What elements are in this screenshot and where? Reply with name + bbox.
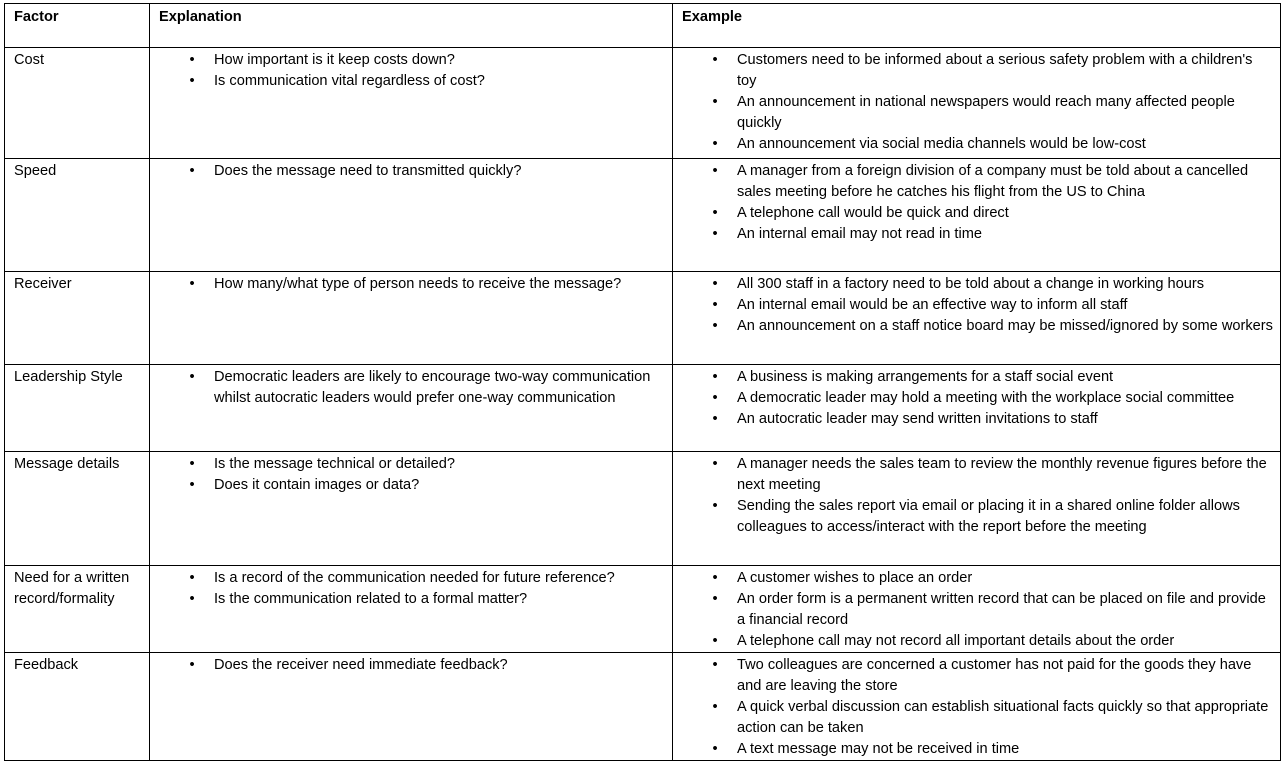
list-item [682,367,1274,388]
factor-cell: Leadership Style [5,365,150,452]
list-item [159,274,666,295]
explanation-cell [150,48,673,159]
bullet-icon: • [189,456,195,472]
example-text: An order form is a permanent written record that can be placed on file and provide a financial record [737,591,1266,628]
list-item [159,50,666,71]
example-text: All 300 staff in a factory need to be told about a change in working hours [737,276,1205,292]
list-item [159,161,666,182]
example-cell [673,365,1281,452]
factor-cell: Speed [5,159,150,272]
list-item [682,454,1274,496]
table-row [5,159,1281,272]
list-item [682,589,1274,631]
explanation-cell [150,159,673,272]
list-item [159,367,666,409]
bullet-icon: • [712,205,718,221]
explanation-cell [150,452,673,566]
list-item [682,224,1274,245]
explanation-text: Democratic leaders are likely to encourage two-way communication whilst autocratic leaders would prefer one-way communication [214,369,651,406]
explanation-text: Is communication vital regardless of cost? [214,73,485,89]
list-item [682,568,1274,589]
example-text: A text message may not be received in time [737,741,1020,757]
factor-cell: Cost [5,48,150,159]
explanation-text: Is a record of the communication needed for future reference? [214,570,615,586]
bullet-icon: • [712,369,718,385]
explanation-text: How many/what type of person needs to receive the message? [214,276,622,292]
header-factor: Factor [5,4,150,48]
factors-table [4,3,1281,761]
example-text: A customer wishes to place an order [737,570,973,586]
list-item [159,589,666,610]
example-text: A quick verbal discussion can establish situational facts quickly so that appropriate action can be taken [737,699,1269,736]
example-text: An announcement on a staff notice board may be missed/ignored by some workers [737,318,1273,334]
explanation-text: How important is it keep costs down? [214,52,455,68]
table-row [5,272,1281,365]
bullet-icon: • [712,318,718,334]
list-item [682,316,1274,337]
list-item [159,568,666,589]
explanation-text: Is the message technical or detailed? [214,456,455,472]
explanation-list [159,274,666,295]
example-text: A telephone call may not record all important details about the order [737,633,1175,649]
list-item [159,454,666,475]
bullet-icon: • [712,226,718,242]
list-item [682,295,1274,316]
bullet-icon: • [712,456,718,472]
header-explanation: Explanation [150,4,673,48]
list-item [159,475,666,496]
explanation-cell [150,365,673,452]
explanation-list [159,454,666,496]
explanation-cell [150,566,673,653]
explanation-text: Does the message need to transmitted quickly? [214,163,522,179]
example-text: Sending the sales report via email or placing it in a shared online folder allows colleagues to access/interact with the report before the meeting [737,498,1240,535]
list-item [682,496,1274,538]
example-list [682,454,1274,538]
bullet-icon: • [712,136,718,152]
example-text: Customers need to be informed about a serious safety problem with a children's toy [737,52,1253,89]
table-row [5,566,1281,653]
list-item [159,71,666,92]
bullet-icon: • [189,477,195,493]
list-item [682,739,1274,760]
example-list [682,161,1274,245]
bullet-icon: • [712,163,718,179]
table-row [5,653,1281,761]
table-row [5,365,1281,452]
header-row [5,4,1281,48]
example-text: A business is making arrangements for a staff social event [737,369,1114,385]
factor-cell: Feedback [5,653,150,761]
explanation-list [159,568,666,610]
bullet-icon: • [712,498,718,514]
bullet-icon: • [712,657,718,673]
explanation-cell [150,653,673,761]
example-cell [673,452,1281,566]
example-text: A democratic leader may hold a meeting with the workplace social committee [737,390,1235,406]
list-item [682,274,1274,295]
bullet-icon: • [189,73,195,89]
explanation-list [159,367,666,409]
header-example: Example [673,4,1281,48]
explanation-list [159,655,666,676]
example-list [682,274,1274,337]
bullet-icon: • [712,276,718,292]
list-item [682,50,1274,92]
example-text: Two colleagues are concerned a customer has not paid for the goods they have and are leaving the store [737,657,1252,694]
example-cell [673,159,1281,272]
list-item [682,92,1274,134]
list-item [159,655,666,676]
example-list [682,568,1274,652]
bullet-icon: • [189,570,195,586]
table-body [5,48,1281,761]
list-item [682,409,1274,430]
bullet-icon: • [189,276,195,292]
example-text: A manager from a foreign division of a company must be told about a cancelled sales meeting before he catches his flight from the US to China [737,163,1249,200]
list-item [682,161,1274,203]
bullet-icon: • [189,657,195,673]
bullet-icon: • [712,699,718,715]
bullet-icon: • [712,52,718,68]
bullet-icon: • [189,163,195,179]
bullet-icon: • [712,570,718,586]
bullet-icon: • [189,369,195,385]
example-cell [673,48,1281,159]
bullet-icon: • [712,741,718,757]
explanation-list [159,161,666,182]
explanation-text: Is the communication related to a formal matter? [214,591,528,607]
explanation-text: Does the receiver need immediate feedback? [214,657,508,673]
example-text: An internal email would be an effective way to inform all staff [737,297,1128,313]
example-text: A telephone call would be quick and direct [737,205,1009,221]
list-item [682,203,1274,224]
bullet-icon: • [189,52,195,68]
bullet-icon: • [712,591,718,607]
factor-cell: Message details [5,452,150,566]
example-text: An announcement in national newspapers would reach many affected people quickly [737,94,1235,131]
example-list [682,50,1274,155]
example-list [682,367,1274,430]
bullet-icon: • [189,591,195,607]
example-cell [673,272,1281,365]
bullet-icon: • [712,411,718,427]
bullet-icon: • [712,297,718,313]
list-item [682,655,1274,697]
example-cell [673,653,1281,761]
list-item [682,631,1274,652]
table-row [5,452,1281,566]
list-item [682,388,1274,409]
bullet-icon: • [712,633,718,649]
explanation-text: Does it contain images or data? [214,477,420,493]
factor-cell: Receiver [5,272,150,365]
list-item [682,134,1274,155]
example-text: A manager needs the sales team to review the monthly revenue figures before the next meeting [737,456,1267,493]
bullet-icon: • [712,390,718,406]
example-cell [673,566,1281,653]
explanation-cell [150,272,673,365]
factor-cell: Need for a written record/formality [5,566,150,653]
explanation-list [159,50,666,92]
example-text: An autocratic leader may send written invitations to staff [737,411,1098,427]
example-list [682,655,1274,760]
bullet-icon: • [712,94,718,110]
example-text: An announcement via social media channels would be low-cost [737,136,1146,152]
table-row [5,48,1281,159]
example-text: An internal email may not read in time [737,226,982,242]
list-item [682,697,1274,739]
